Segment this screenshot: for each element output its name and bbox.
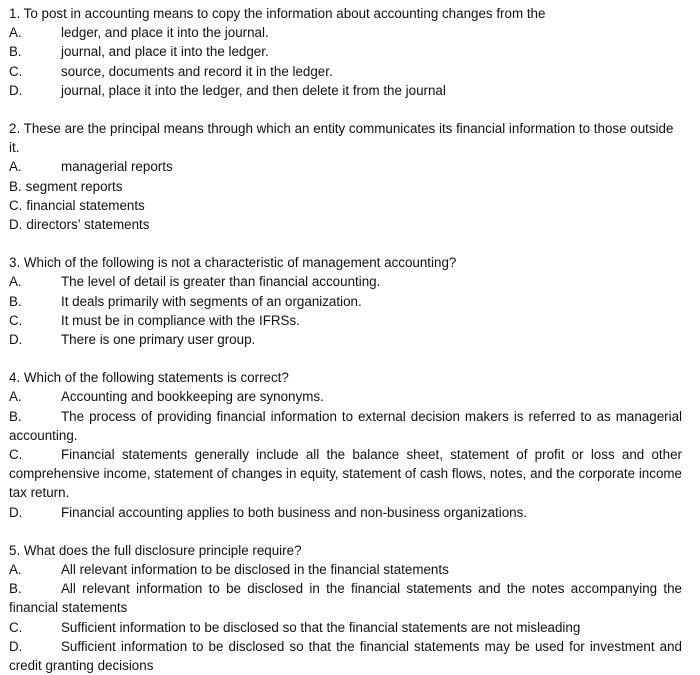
option-text: managerial reports (61, 159, 173, 175)
option-a (9, 157, 682, 176)
question-stem: 4. Which of the following statements is correct? (9, 370, 289, 386)
option-a (9, 23, 682, 42)
option-d (9, 81, 682, 100)
option-text: Financial accounting applies to both business and non-business organizations. (61, 504, 527, 520)
question-1 (9, 4, 682, 100)
question-stem: 3. Which of the following is not a characteristic of management accounting? (9, 255, 457, 271)
option-text: segment reports (25, 178, 123, 194)
option-letter: D. (9, 332, 23, 348)
option-text: Sufficient information to be disclosed so that the financial statements are not misleading (61, 619, 581, 635)
option-text: journal, place it into the ledger, and then delete it from the journal (61, 82, 446, 98)
option-letter: C. (9, 197, 23, 213)
option-letter: C. (9, 312, 23, 328)
option-letter: A. (9, 562, 22, 578)
option-text: The process of providing financial information to external decision makers is referred to as managerial accounting. (9, 408, 682, 443)
option-a (9, 387, 682, 406)
option-letter: B. (9, 408, 22, 424)
option-letter: B. (9, 44, 22, 60)
option-letter: D. (9, 217, 23, 233)
option-text: It deals primarily with segments of an organization. (61, 293, 362, 309)
question-stem: 1. To post in accounting means to copy the information about accounting changes from the (9, 6, 546, 21)
option-letter: B. (9, 293, 22, 309)
option-letter: A. (9, 159, 22, 175)
option-text: Sufficient information to be disclosed so that the financial statements may be used for investment and credit granting decisions (9, 638, 682, 674)
option-c (9, 618, 682, 637)
question-stem: 2. These are the principal means through which an entity communicates its financial information to those outside it. (9, 121, 674, 156)
option-d (9, 503, 682, 522)
option-d (9, 330, 682, 349)
option-text: All relevant information to be disclosed in the financial statements and the notes accompanying the financial statements (9, 581, 682, 616)
option-text: There is one primary user group. (61, 332, 256, 348)
option-c (9, 445, 682, 503)
option-c (9, 196, 682, 215)
option-text: financial statements (26, 197, 145, 213)
option-b (9, 579, 682, 617)
option-letter: A. (9, 274, 22, 290)
option-letter: C. (9, 447, 23, 463)
option-text: directors’ statements (26, 217, 150, 233)
option-text: Financial statements generally include all the balance sheet, statement of profit or loss and other comprehensive income, statement of changes in equity, statement of cash flows, notes, and the corporate income tax return. (9, 447, 682, 501)
option-letter: D. (9, 638, 23, 654)
option-text: Accounting and bookkeeping are synonyms. (61, 389, 324, 405)
option-b (9, 407, 682, 445)
option-letter: D. (9, 82, 23, 98)
option-text: All relevant information to be disclosed in the financial statements (61, 562, 449, 578)
option-b (9, 292, 682, 311)
question-5 (9, 541, 682, 675)
option-letter: D. (9, 504, 23, 520)
option-letter: A. (9, 25, 22, 41)
option-a (9, 560, 682, 579)
option-text: It must be in compliance with the IFRSs. (61, 312, 300, 328)
question-stem: 5. What does the full disclosure principle require? (9, 542, 302, 558)
option-text: journal, and place it into the ledger. (61, 44, 269, 60)
option-letter: B. (9, 178, 22, 194)
option-b (9, 42, 682, 61)
question-4 (9, 368, 682, 522)
option-text: source, documents and record it in the ledger. (61, 63, 333, 79)
option-letter: B. (9, 581, 22, 597)
option-d (9, 637, 682, 675)
option-text: The level of detail is greater than financial accounting. (61, 274, 381, 290)
question-2 (9, 119, 682, 234)
option-d (9, 215, 682, 234)
option-c (9, 62, 682, 81)
option-c (9, 311, 682, 330)
option-letter: C. (9, 63, 23, 79)
option-text: ledger, and place it into the journal. (61, 25, 269, 41)
option-b (9, 177, 682, 196)
option-a (9, 272, 682, 291)
option-letter: A. (9, 389, 22, 405)
question-3 (9, 253, 682, 349)
option-letter: C. (9, 619, 23, 635)
